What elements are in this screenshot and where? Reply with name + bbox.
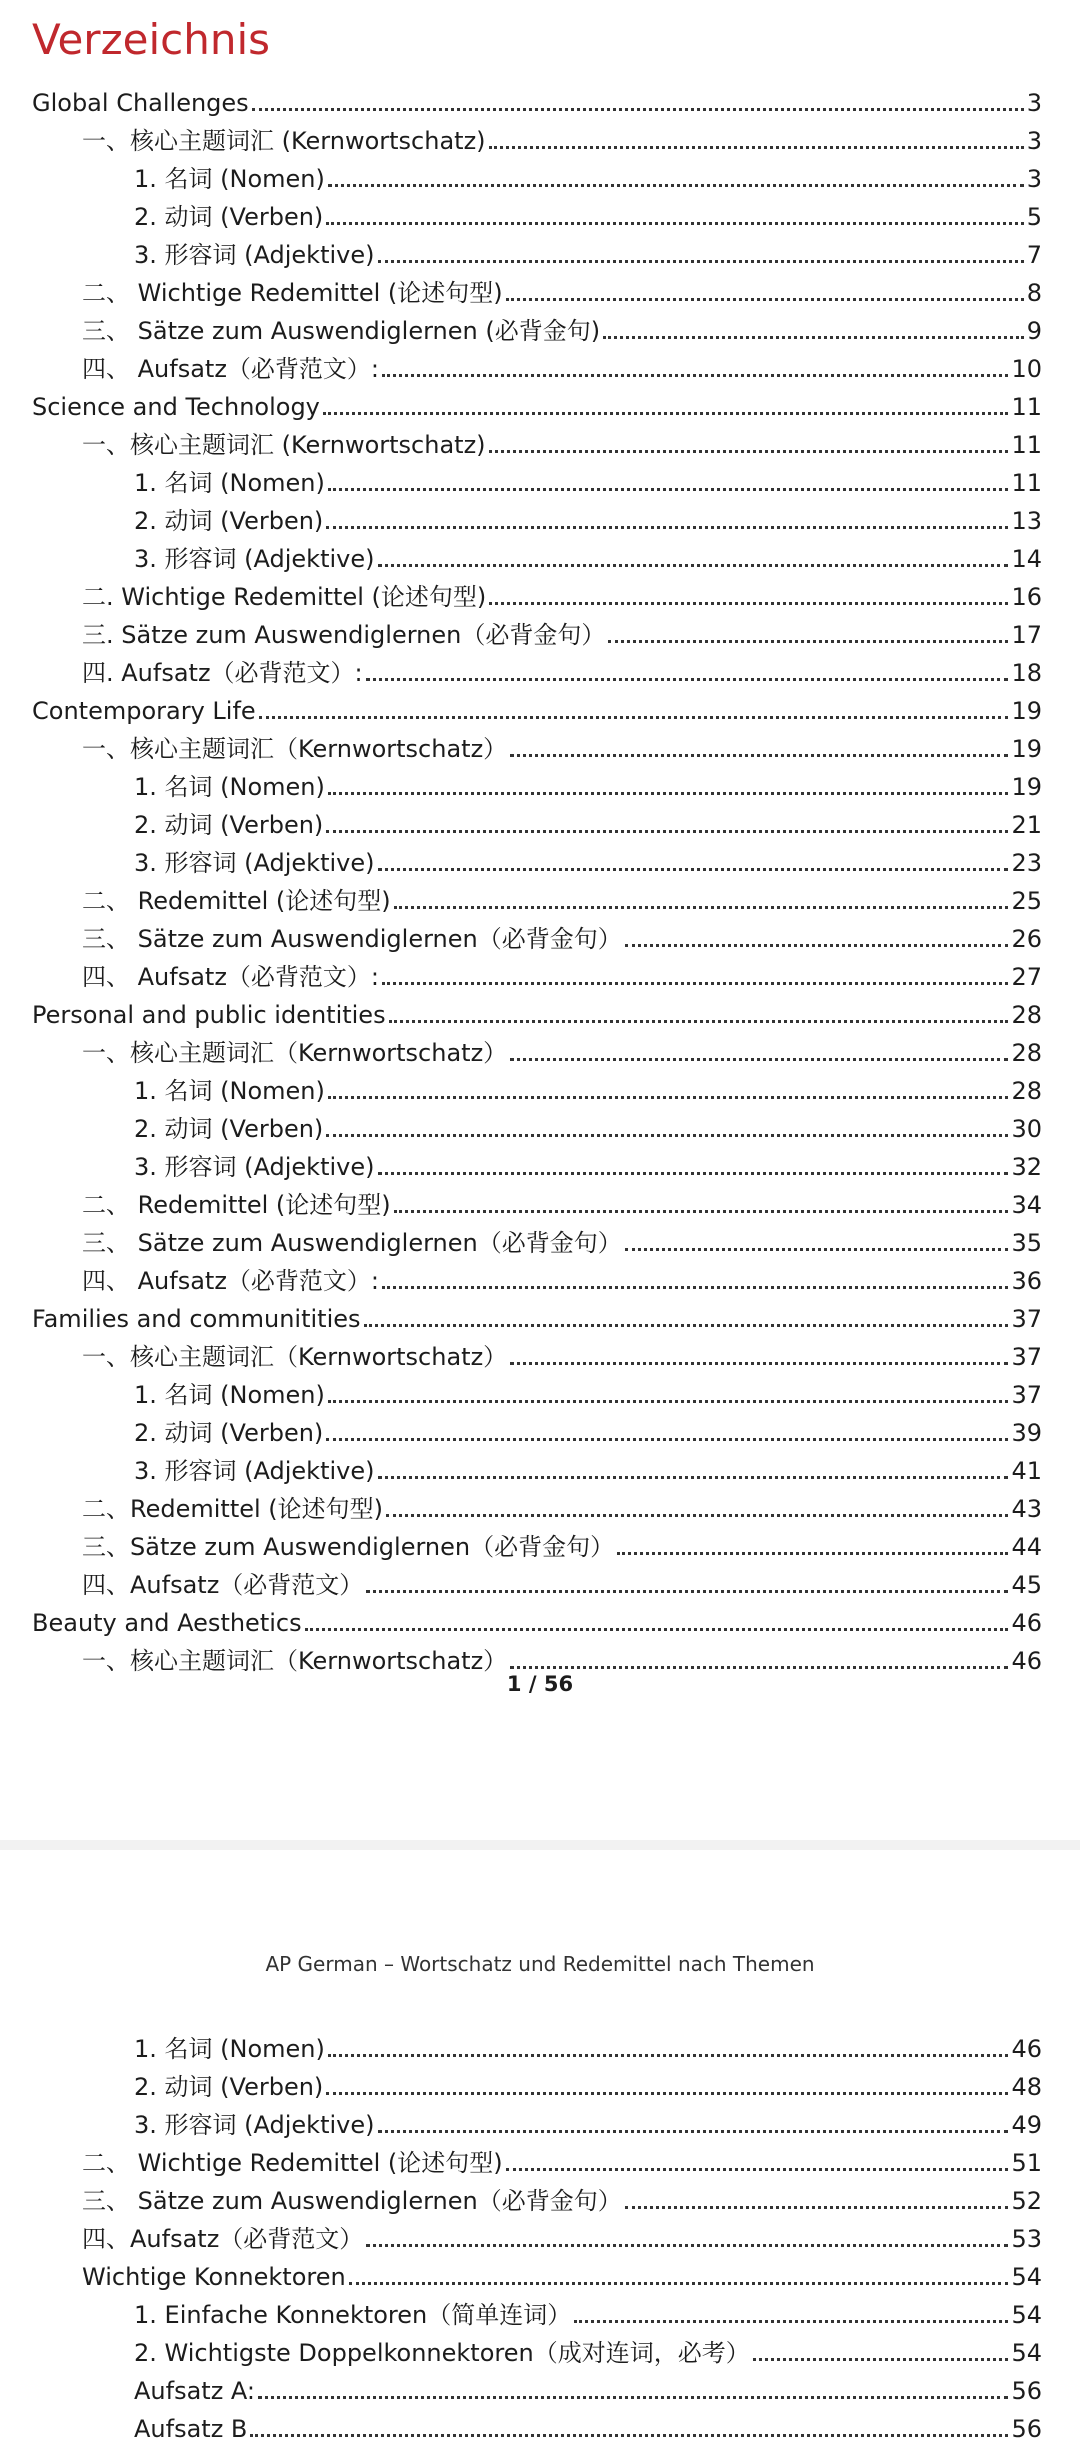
toc-entry-label: 四、 Aufsatz（必背范文）:	[82, 963, 380, 991]
toc-entry[interactable]	[134, 1068, 1042, 1106]
toc-entry[interactable]	[82, 422, 1042, 460]
dot-leader	[510, 754, 1008, 757]
toc-entry-label: 3. 形容词 (Adjektive)	[134, 1153, 375, 1181]
toc-entry-page-number: 34	[1011, 1191, 1042, 1219]
toc-entry-page-number: 37	[1011, 1343, 1042, 1371]
dot-leader	[378, 2130, 1009, 2133]
toc-entry-label: 二、 Redemittel (论述句型)	[82, 1191, 391, 1219]
running-header: AP German – Wortschatz und Redemittel nach Themen	[265, 1952, 815, 1976]
toc-entry-page-number: 56	[1011, 2415, 1042, 2443]
dot-leader	[510, 1058, 1008, 1061]
toc-entry-label: 2. 动词 (Verben)	[134, 811, 324, 839]
toc-entry[interactable]	[32, 384, 1042, 422]
dot-leader	[366, 678, 1009, 681]
document-page-2	[0, 1850, 1080, 2460]
toc-entry-page-number: 19	[1011, 697, 1042, 725]
dot-leader	[394, 906, 1009, 909]
toc-entry-label: 三. Sätze zum Auswendiglernen（必背金句）	[82, 621, 606, 649]
dot-leader	[378, 1476, 1009, 1479]
toc-entry-label: 1. Einfache Konnektoren（简单连词）	[134, 2301, 572, 2329]
dot-leader	[250, 2434, 1008, 2437]
toc-entry[interactable]	[134, 194, 1042, 232]
dot-leader	[328, 488, 1009, 491]
toc-entry-label: 四. Aufsatz（必背范文）:	[82, 659, 363, 687]
toc-entry-label: 1. 名词 (Nomen)	[134, 165, 325, 193]
toc-entry-page-number: 36	[1011, 1267, 1042, 1295]
toc-entry-page-number: 46	[1011, 1609, 1042, 1637]
toc-entry[interactable]	[134, 2026, 1042, 2064]
toc-entry[interactable]	[134, 802, 1042, 840]
toc-entry-page-number: 28	[1011, 1077, 1042, 1105]
toc-entry-label: 四、Aufsatz（必背范文）	[82, 1571, 364, 1599]
toc-entry-label: 3. 形容词 (Adjektive)	[134, 545, 375, 573]
dot-leader	[389, 1020, 1009, 1023]
toc-entry[interactable]	[82, 118, 1042, 156]
dot-leader	[364, 1324, 1009, 1327]
toc-entry-label: 二、Redemittel (论述句型)	[82, 1495, 384, 1523]
toc-entry-page-number: 14	[1011, 545, 1042, 573]
toc-entry[interactable]	[82, 916, 1042, 954]
toc-entry-page-number: 11	[1011, 393, 1042, 421]
toc-entry[interactable]	[32, 80, 1042, 118]
toc-entry-label: 2. 动词 (Verben)	[134, 507, 324, 535]
toc-entry[interactable]	[134, 232, 1042, 270]
toc-entry-page-number: 3	[1026, 165, 1042, 193]
toc-entry[interactable]	[134, 536, 1042, 574]
toc-entry-page-number: 27	[1011, 963, 1042, 991]
toc-entry-page-number: 17	[1011, 621, 1042, 649]
dot-leader	[506, 298, 1024, 301]
dot-leader	[603, 336, 1024, 339]
toc-entry[interactable]	[82, 1562, 1042, 1600]
toc-entry[interactable]	[134, 2292, 1042, 2330]
toc-entry-page-number: 48	[1011, 2073, 1042, 2101]
toc-entry-label: 1. 名词 (Nomen)	[134, 469, 325, 497]
toc-entry-label: 三、 Sätze zum Auswendiglernen (必背金句)	[82, 317, 601, 345]
toc-entry[interactable]	[82, 650, 1042, 688]
toc-entry-label: 二. Wichtige Redemittel (论述句型)	[82, 583, 487, 611]
toc-entry-label: 二、 Wichtige Redemittel (论述句型)	[82, 279, 503, 307]
toc-entry-page-number: 5	[1026, 203, 1042, 231]
toc-entry-label: 2. Wichtigste Doppelkonnektoren（成对连词，必考）	[134, 2339, 750, 2367]
toc-entry-page-number: 21	[1011, 811, 1042, 839]
toc-entry-label: 三、Sätze zum Auswendiglernen（必背金句）	[82, 1533, 615, 1561]
dot-leader	[617, 1552, 1008, 1555]
dot-leader	[608, 640, 1008, 643]
dot-leader	[489, 146, 1024, 149]
toc-entry-label: Wichtige Konnektoren	[82, 2263, 346, 2291]
toc-entry-page-number: 45	[1011, 1571, 1042, 1599]
toc-entry-page-number: 7	[1026, 241, 1042, 269]
toc-entry-label: 四、 Aufsatz（必背范文）:	[82, 1267, 380, 1295]
toc-entry[interactable]	[134, 2368, 1042, 2406]
toc-entry-page-number: 28	[1011, 1001, 1042, 1029]
dot-leader	[394, 1210, 1009, 1213]
toc-entry-page-number: 56	[1011, 2377, 1042, 2405]
toc-entry-page-number: 30	[1011, 1115, 1042, 1143]
toc-entry[interactable]	[82, 954, 1042, 992]
toc-entry-label: 一、核心主题词汇（Kernwortschatz）	[82, 1343, 508, 1371]
dot-leader	[366, 2244, 1008, 2247]
toc-entry[interactable]	[82, 1638, 1042, 1676]
toc-entry-label: 2. 动词 (Verben)	[134, 1419, 324, 1447]
toc-entry[interactable]	[82, 612, 1042, 650]
toc-entry-page-number: 53	[1011, 2225, 1042, 2253]
toc-entry[interactable]	[134, 1372, 1042, 1410]
toc-entry-label: 三、 Sätze zum Auswendiglernen（必背金句）	[82, 1229, 622, 1257]
toc-entry-page-number: 19	[1011, 735, 1042, 763]
toc-entry-page-number: 44	[1011, 1533, 1042, 1561]
dot-leader	[328, 2054, 1009, 2057]
dot-leader	[625, 2206, 1009, 2209]
toc-entry[interactable]	[82, 346, 1042, 384]
toc-entry-page-number: 43	[1011, 1495, 1042, 1523]
toc-entry[interactable]	[134, 1448, 1042, 1486]
toc-entry-page-number: 26	[1011, 925, 1042, 953]
toc-entry-label: Science and Technology	[32, 393, 320, 421]
toc-entry-page-number: 41	[1011, 1457, 1042, 1485]
toc-entry[interactable]	[32, 688, 1042, 726]
toc-entry-page-number: 23	[1011, 849, 1042, 877]
toc-entry[interactable]	[82, 1334, 1042, 1372]
toc-entry[interactable]	[32, 992, 1042, 1030]
toc-entry-label: 一、核心主题词汇 (Kernwortschatz)	[82, 431, 486, 459]
dot-leader	[326, 830, 1008, 833]
toc-entry-label: Families and communitities	[32, 1305, 361, 1333]
toc-entry-label: 2. 动词 (Verben)	[134, 1115, 324, 1143]
dot-leader	[328, 792, 1009, 795]
toc-entry-label: 3. 形容词 (Adjektive)	[134, 1457, 375, 1485]
dot-leader	[489, 450, 1009, 453]
toc-entry[interactable]	[32, 1296, 1042, 1334]
toc-entry[interactable]	[82, 2178, 1042, 2216]
toc-entry[interactable]	[134, 2064, 1042, 2102]
toc-entry-page-number: 39	[1011, 1419, 1042, 1447]
toc-entry-page-number: 46	[1011, 1647, 1042, 1675]
toc-entry-page-number: 8	[1026, 279, 1042, 307]
toc-entry-label: 2. 动词 (Verben)	[134, 203, 324, 231]
dot-leader	[625, 1248, 1009, 1251]
dot-leader	[328, 1096, 1009, 1099]
toc-entry[interactable]	[82, 1486, 1042, 1524]
dot-leader	[326, 2092, 1008, 2095]
toc-entry[interactable]	[82, 1524, 1042, 1562]
dot-leader	[386, 1514, 1008, 1517]
toc-entry-label: 3. 形容词 (Adjektive)	[134, 849, 375, 877]
toc-entry-label: 二、 Redemittel (论述句型)	[82, 887, 391, 915]
toc-entry-label: 1. 名词 (Nomen)	[134, 773, 325, 801]
toc-entry-label: Aufsatz B	[134, 2415, 248, 2443]
toc-entry-label: 2. 动词 (Verben)	[134, 2073, 324, 2101]
toc-entry-label: 一、核心主题词汇 (Kernwortschatz)	[82, 127, 486, 155]
toc-entry-label: 1. 名词 (Nomen)	[134, 1077, 325, 1105]
dot-leader	[382, 374, 1008, 377]
toc-entry-label: 二、 Wichtige Redemittel (论述句型)	[82, 2149, 503, 2177]
toc-entry-page-number: 28	[1011, 1039, 1042, 1067]
dot-leader	[506, 2168, 1009, 2171]
toc-entry[interactable]	[134, 1106, 1042, 1144]
toc-entry[interactable]	[82, 1258, 1042, 1296]
page-number: 1 / 56	[506, 1672, 574, 1696]
toc-entry-label: 3. 形容词 (Adjektive)	[134, 2111, 375, 2139]
toc-entry[interactable]	[82, 2216, 1042, 2254]
toc-entry[interactable]	[32, 1600, 1042, 1638]
toc-entry-page-number: 13	[1011, 507, 1042, 535]
toc-entry[interactable]	[82, 2254, 1042, 2292]
toc-entry-page-number: 3	[1026, 89, 1042, 117]
dot-leader	[326, 1134, 1008, 1137]
dot-leader	[625, 944, 1009, 947]
dot-leader	[753, 2358, 1009, 2361]
toc-entry-label: Contemporary Life	[32, 697, 256, 725]
dot-leader	[326, 222, 1023, 225]
toc-entry-page-number: 35	[1011, 1229, 1042, 1257]
toc-entry-page-number: 19	[1011, 773, 1042, 801]
toc-entry-label: Global Challenges	[32, 89, 249, 117]
dot-leader	[328, 184, 1024, 187]
dot-leader	[328, 1400, 1009, 1403]
toc-entry[interactable]	[82, 574, 1042, 612]
toc-entry-label: 三、 Sätze zum Auswendiglernen（必背金句）	[82, 2187, 622, 2215]
toc-entry-page-number: 3	[1026, 127, 1042, 155]
dot-leader	[382, 1286, 1008, 1289]
toc-entry[interactable]	[134, 1144, 1042, 1182]
toc-entry-label: 四、 Aufsatz（必背范文）:	[82, 355, 380, 383]
dot-leader	[326, 1438, 1008, 1441]
dot-leader	[323, 412, 1009, 415]
toc-entry-label: 四、Aufsatz（必背范文）	[82, 2225, 364, 2253]
toc-entry[interactable]	[134, 840, 1042, 878]
dot-leader	[510, 1666, 1008, 1669]
dot-leader	[489, 602, 1008, 605]
dot-leader	[378, 1172, 1009, 1175]
toc-entry[interactable]	[134, 1410, 1042, 1448]
toc-entry-label: Beauty and Aesthetics	[32, 1609, 302, 1637]
toc-entry-label: 1. 名词 (Nomen)	[134, 2035, 325, 2063]
toc-heading: Verzeichnis	[32, 15, 271, 64]
toc-entry[interactable]	[134, 460, 1042, 498]
toc-entry[interactable]	[82, 1182, 1042, 1220]
toc-entry[interactable]	[134, 156, 1042, 194]
toc-entry-label: 一、核心主题词汇（Kernwortschatz）	[82, 1039, 508, 1067]
toc-entry[interactable]	[134, 498, 1042, 536]
dot-leader	[574, 2320, 1008, 2323]
toc-entry-page-number: 51	[1011, 2149, 1042, 2177]
dot-leader	[258, 2396, 1008, 2399]
toc-entry-page-number: 54	[1011, 2263, 1042, 2291]
toc-entry[interactable]	[134, 2330, 1042, 2368]
toc-entry-label: Aufsatz A:	[134, 2377, 256, 2405]
toc-entry[interactable]	[82, 308, 1042, 346]
toc-entry[interactable]	[82, 1030, 1042, 1068]
toc-entry[interactable]	[82, 1220, 1042, 1258]
toc-entry-page-number: 37	[1011, 1305, 1042, 1333]
toc-entry-label: 一、核心主题词汇（Kernwortschatz）	[82, 1647, 508, 1675]
toc-entry-page-number: 49	[1011, 2111, 1042, 2139]
dot-leader	[349, 2282, 1009, 2285]
dot-leader	[252, 108, 1024, 111]
toc-entry[interactable]	[82, 878, 1042, 916]
toc-entry[interactable]	[82, 270, 1042, 308]
toc-entry-page-number: 32	[1011, 1153, 1042, 1181]
toc-entry-label: 1. 名词 (Nomen)	[134, 1381, 325, 1409]
toc-entry-page-number: 16	[1011, 583, 1042, 611]
toc-entry-label: 三、 Sätze zum Auswendiglernen（必背金句）	[82, 925, 622, 953]
dot-leader	[382, 982, 1008, 985]
dot-leader	[366, 1590, 1008, 1593]
dot-leader	[259, 716, 1009, 719]
toc-entry-page-number: 11	[1011, 469, 1042, 497]
toc-entry-label: Personal and public identities	[32, 1001, 386, 1029]
dot-leader	[305, 1628, 1009, 1631]
toc-entry-page-number: 25	[1011, 887, 1042, 915]
toc-entry-label: 一、核心主题词汇（Kernwortschatz）	[82, 735, 508, 763]
dot-leader	[510, 1362, 1008, 1365]
toc-entry[interactable]	[134, 2406, 1042, 2444]
dot-leader	[326, 526, 1008, 529]
toc-entry-label: 3. 形容词 (Adjektive)	[134, 241, 375, 269]
toc-entry[interactable]	[134, 764, 1042, 802]
toc-entry-page-number: 18	[1011, 659, 1042, 687]
toc-entry-page-number: 11	[1011, 431, 1042, 459]
toc-entry[interactable]	[82, 726, 1042, 764]
toc-entry-page-number: 46	[1011, 2035, 1042, 2063]
toc-entry[interactable]	[134, 2102, 1042, 2140]
toc-entry-page-number: 52	[1011, 2187, 1042, 2215]
dot-leader	[378, 868, 1009, 871]
toc-entry-page-number: 54	[1011, 2301, 1042, 2329]
dot-leader	[378, 564, 1009, 567]
toc-entry-page-number: 37	[1011, 1381, 1042, 1409]
toc-entry-page-number: 9	[1026, 317, 1042, 345]
toc-entry-page-number: 10	[1011, 355, 1042, 383]
toc-entry[interactable]	[82, 2140, 1042, 2178]
dot-leader	[378, 260, 1024, 263]
toc-entry-page-number: 54	[1011, 2339, 1042, 2367]
